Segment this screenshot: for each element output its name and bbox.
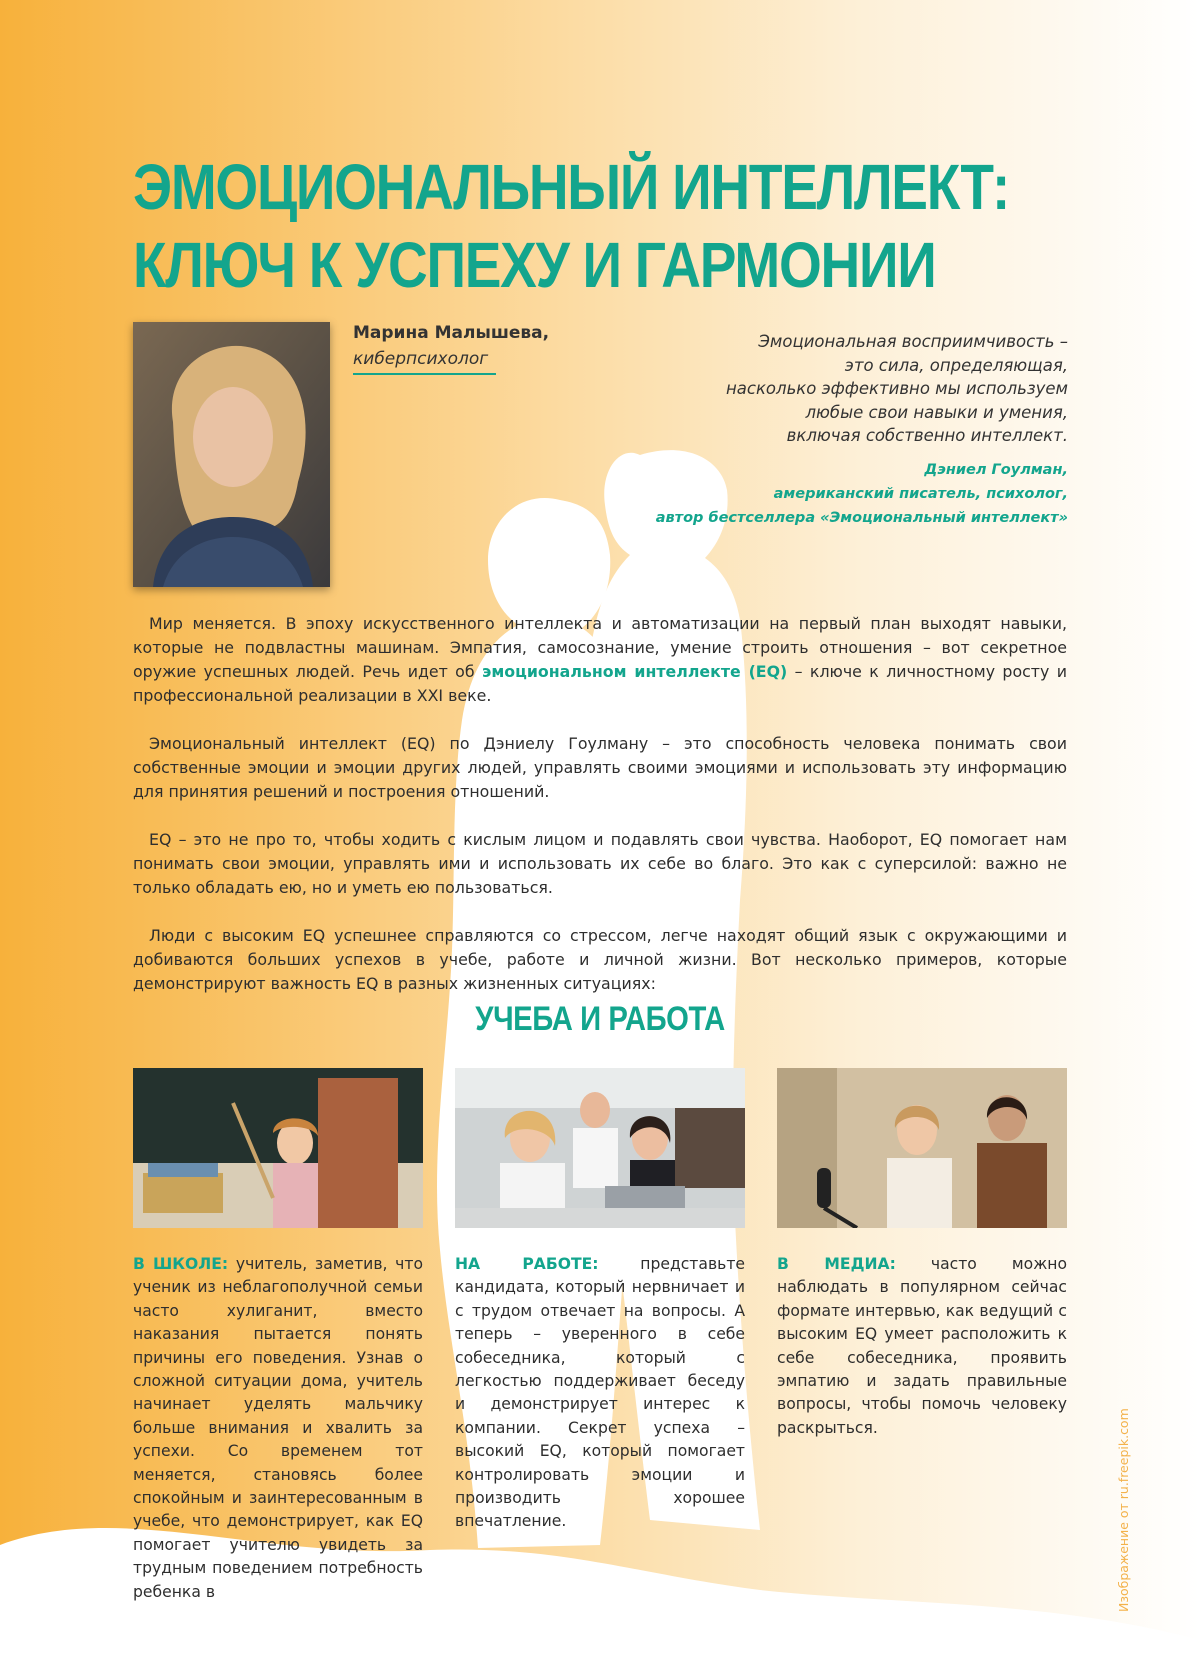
quote-line: это сила, определяющая, (844, 355, 1068, 375)
column-media-text: часто можно наблюдать в популярном сейчас формате интервью, как ведущий с высоким EQ умеет расположить к себе собеседника, проявить эмпатию и задать правильные вопросы, чтобы помочь человеку раскрыться. (777, 1255, 1067, 1437)
school-photo (133, 1068, 423, 1228)
article-body (133, 612, 1067, 1020)
title-line-2: КЛЮЧ К УСПЕХУ И ГАРМОНИИ (133, 229, 936, 301)
quote-line: Эмоциональная восприимчивость – (758, 332, 1068, 351)
paragraph-3: EQ – это не про то, чтобы ходить с кислым лицом и подавлять свои чувства. Наоборот, EQ помогает нам понимать свои эмоции, управлять ими и использовать их себе во благо. Это как с суперсилой: важно не только обладать ею, но и уметь ею пользоваться. (133, 830, 1067, 897)
section-title-text: УЧЕБА И РАБОТА (475, 1000, 725, 1038)
quote-author-line: американский писатель, психолог, (773, 486, 1068, 502)
column-school (133, 1253, 423, 1604)
quote-line: любые свои навыки и умения, (805, 402, 1068, 422)
paragraph-4: Люди с высоким EQ успешнее справляются со стрессом, легче находят общий язык с окружающими и добиваются больших успехов в учебе, работе и личной жизни. Вот несколько примеров, которые демонстрируют важность EQ в разных жизненных ситуациях: (133, 926, 1067, 993)
paragraph-1 (133, 612, 1067, 708)
quote-author-line: Дэниел Гоулман, (924, 462, 1068, 478)
column-media (777, 1253, 1067, 1440)
paragraph-1-text-end: – ключе к личностному росту и профессиональной реализации в XXI веке. (133, 662, 1068, 705)
epigraph-quote (548, 330, 1068, 448)
interview-photo (777, 1068, 1067, 1228)
eq-highlight: эмоциональном интеллекте (EQ) (481, 662, 788, 681)
image-credit: Изображение от ru.freepik.com (1116, 1408, 1131, 1612)
paragraph-2: Эмоциональный интеллект (EQ) по Дэниелу Гоулману – это способность человека понимать свои собственные эмоции и эмоции других людей, управлять своими эмоциями и использовать эту информацию для принятия решений и построения отношений. (133, 734, 1067, 801)
section-title (0, 1000, 1200, 1039)
column-work-text: представьте кандидата, который нервничает и с трудом отвечает на вопросы. А теперь – уверенного в себе собеседника, который с легкостью поддерживает беседу и демонстрирует интерес к компании. Секрет успеха – высокий EQ, который помогает контролировать эмоции и производить хорошее впечатление. (455, 1255, 746, 1531)
author-role: киберпсихолог (353, 349, 496, 375)
page-title (133, 148, 1010, 304)
quote-attribution (548, 458, 1068, 530)
column-school-lead: В ШКОЛЕ: (133, 1255, 229, 1273)
column-work (455, 1253, 745, 1534)
office-photo (455, 1068, 745, 1228)
quote-line: насколько эффективно мы используем (726, 379, 1068, 398)
paragraph-1-text: Мир меняется. В эпоху искусственного интеллекта и автоматизации на первый план выходят навыки, которые не подвластны машинам. Эмпатия, самосознание, умение строить отношения – вот секретное оружие успешных людей. Речь идет об (133, 614, 1067, 681)
quote-author-line: автор бестселлера «Эмоциональный интеллект» (655, 510, 1068, 526)
title-line-1: ЭМОЦИОНАЛЬНЫЙ ИНТЕЛЛЕКТ: (133, 151, 1010, 223)
column-work-lead: НА РАБОТЕ: (455, 1255, 599, 1273)
author-photo (133, 322, 330, 587)
author-name: Марина Малышева, (353, 323, 550, 343)
quote-line: включая собственно интеллект. (786, 426, 1068, 445)
column-school-text: учитель, заметив, что ученик из неблагополучной семьи часто хулиганит, вместо наказания пытается понять причины его поведения. Узнав о сложной ситуации дома, учитель начинает уделять мальчику больше внимания и хвалить за успехи. Со временем тот меняется, становясь более спокойным и заинтересованным в учебе, что демонстрирует, как EQ помогает учителю увидеть за трудным поведением потребность ребенка в (133, 1255, 423, 1601)
column-media-lead: В МЕДИА: (777, 1255, 896, 1273)
